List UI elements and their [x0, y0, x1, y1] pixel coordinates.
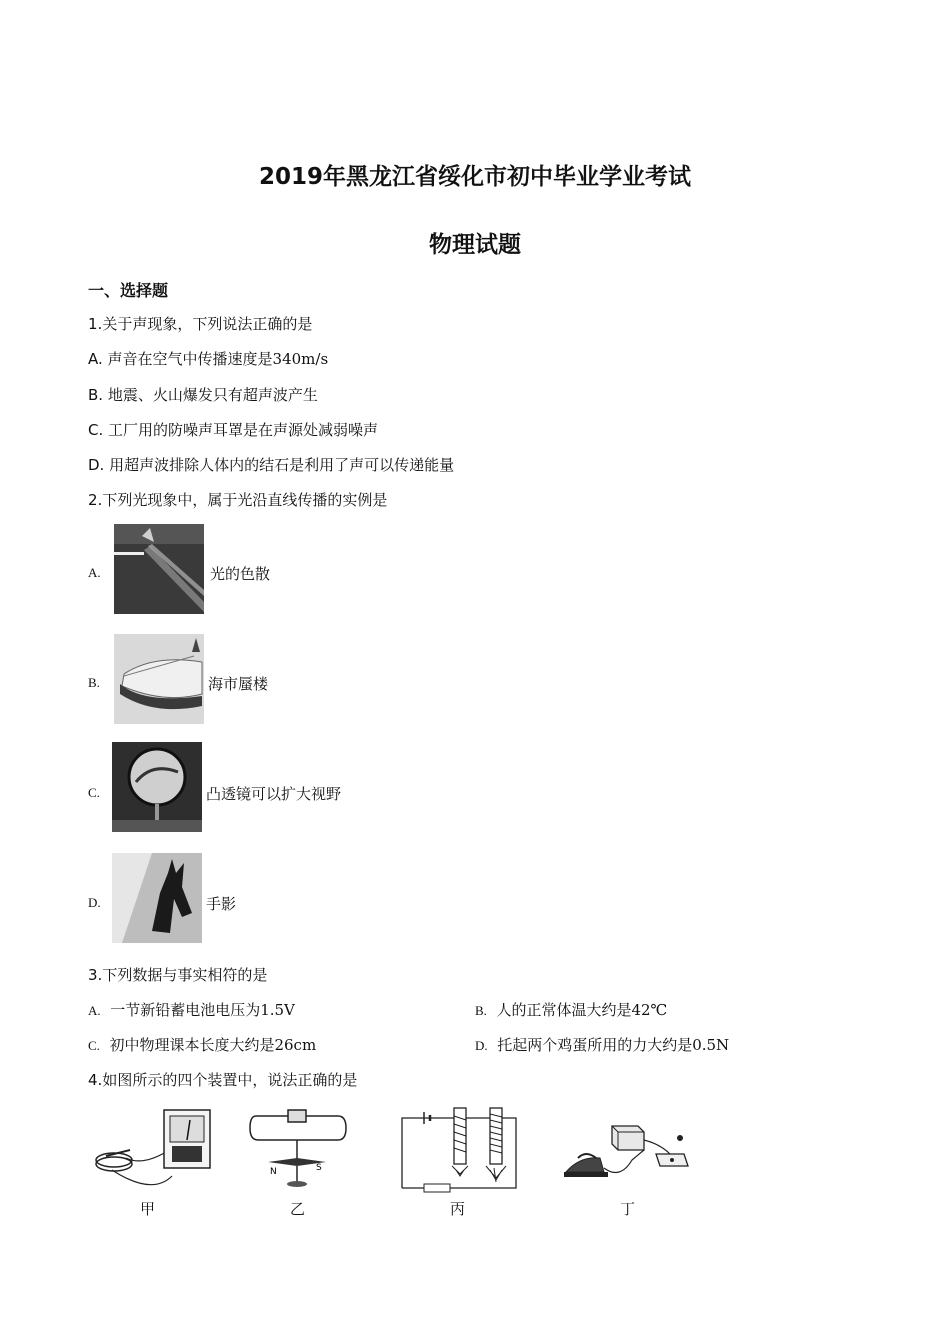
question-1 — [88, 313, 312, 334]
q3-option-b — [475, 999, 667, 1020]
option-text: 光的色散 — [210, 565, 271, 583]
option-letter: A. — [88, 350, 103, 368]
option-letter: C. — [88, 421, 104, 439]
electric-iron-figure — [560, 1120, 690, 1196]
figure-label: 甲 — [140, 1200, 156, 1218]
q3-option-d — [475, 1034, 729, 1055]
option-text: 地震、火山爆发只有超声波产生 — [107, 386, 318, 404]
figure-label: 丁 — [620, 1200, 636, 1218]
option-text: 一节新铅蓄电池电压为1.5V — [110, 1001, 295, 1019]
section-heading: 一、选择题 — [88, 281, 169, 300]
option-letter: D. — [88, 895, 101, 910]
question-number: 3. — [88, 966, 103, 984]
q1-option-a — [88, 348, 328, 369]
option-letter: C. — [88, 1038, 100, 1053]
question-4 — [88, 1069, 357, 1090]
question-stem: 关于声现象，下列说法正确的是 — [102, 315, 313, 333]
compass-north-mark: N — [270, 1167, 277, 1177]
q3-option-c — [88, 1034, 316, 1055]
option-letter: D. — [475, 1038, 488, 1053]
compass-south-mark: S — [316, 1163, 322, 1173]
exam-subtitle: 物理试题 — [429, 232, 521, 258]
figure-label: 丙 — [450, 1200, 466, 1218]
question-2 — [88, 489, 387, 510]
oersted-compass-figure — [248, 1106, 348, 1192]
question-number: 4. — [88, 1071, 103, 1089]
exam-title: 2019年黑龙江省绥化市初中毕业学业考试 — [258, 164, 691, 190]
mirage-photo — [114, 634, 204, 724]
question-number: 1. — [88, 315, 103, 333]
question-stem: 下列数据与事实相符的是 — [102, 966, 268, 984]
q1-option-b — [88, 384, 318, 405]
q3-option-a — [88, 999, 295, 1020]
option-text: 人的正常体温大约是42℃ — [496, 1001, 668, 1019]
option-text: 手影 — [206, 895, 237, 913]
option-text: 工厂用的防噪声耳罩是在声源处减弱噪声 — [108, 421, 379, 439]
option-letter: A. — [88, 565, 101, 580]
option-letter: B. — [88, 386, 104, 404]
option-letter: A. — [88, 1003, 101, 1018]
question-stem: 如图所示的四个装置中，说法正确的是 — [102, 1071, 358, 1089]
q1-option-d — [88, 454, 454, 475]
prism-dispersion-photo — [114, 524, 204, 614]
question-number: 2. — [88, 491, 103, 509]
question-stem: 下列光现象中，属于光沿直线传播的实例是 — [102, 491, 388, 509]
option-text: 凸透镜可以扩大视野 — [206, 785, 342, 803]
option-letter: B. — [475, 1003, 487, 1018]
electromagnet-circuit-figure — [394, 1104, 524, 1196]
option-letter: C. — [88, 785, 100, 800]
option-text: 初中物理课本长度大约是26cm — [109, 1036, 317, 1054]
q1-option-c — [88, 419, 378, 440]
option-text: 用超声波排除人体内的结石是利用了声可以传递能量 — [109, 456, 455, 474]
option-letter: B. — [88, 675, 100, 690]
option-text: 托起两个鸡蛋所用的力大约是0.5N — [497, 1036, 730, 1054]
convex-mirror-photo — [112, 742, 202, 832]
galvanometer-coil-figure — [92, 1106, 222, 1196]
option-letter: D. — [88, 456, 105, 474]
figure-label: 乙 — [290, 1200, 306, 1218]
hand-shadow-photo — [112, 853, 202, 943]
option-text: 海市蜃楼 — [208, 675, 269, 693]
question-3 — [88, 964, 267, 985]
option-text: 声音在空气中传播速度是340m/s — [107, 350, 329, 368]
